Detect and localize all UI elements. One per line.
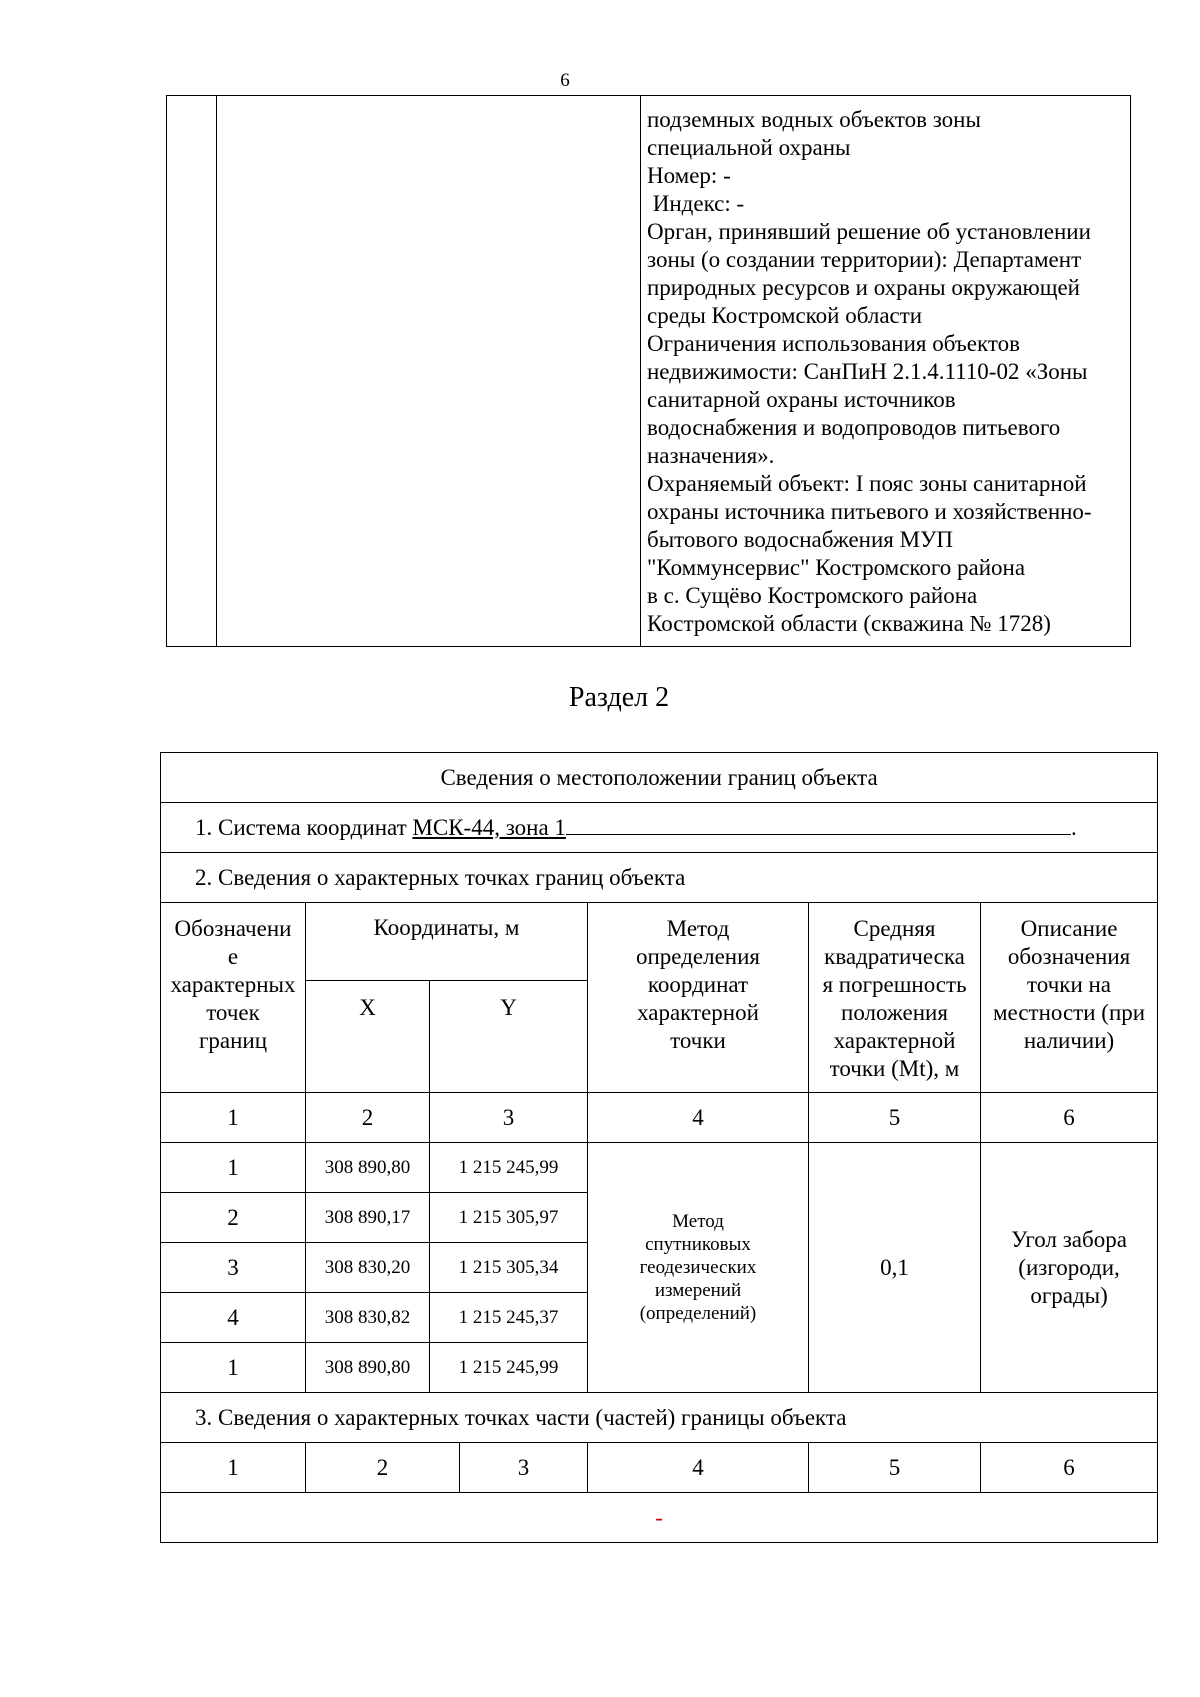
- header-error-line: точки (Mt), м: [829, 1056, 960, 1081]
- column-numbers-row: [161, 1093, 1158, 1143]
- header-coordinates: Координаты, м: [306, 903, 588, 981]
- error-value: 0,1: [809, 1143, 981, 1393]
- header-method-line: характерной: [637, 1000, 759, 1025]
- zone-info-line: в с. Сущёво Костромского района: [647, 583, 978, 608]
- zone-info-line: природных ресурсов и охраны окружающей: [647, 275, 1080, 300]
- zone-info-text-cell: [641, 96, 1131, 647]
- column-number: 2: [306, 1093, 430, 1143]
- boundary-table: [160, 752, 1158, 1543]
- method-value-line: Метод: [672, 1211, 724, 1232]
- coord-system-end: .: [1070, 815, 1077, 840]
- parts-column-numbers-row: [161, 1443, 1158, 1493]
- header-row-1: [161, 903, 1158, 981]
- zone-info-line: подземных водных объектов зоны: [647, 107, 981, 132]
- description-value-line: Угол забора: [1011, 1226, 1127, 1252]
- coord-system-row: [161, 803, 1158, 853]
- zone-info-line: Номер: -: [647, 163, 731, 188]
- points-heading: 2. Сведения о характерных точках границ объекта: [161, 853, 1158, 903]
- parts-column-number: 3: [460, 1443, 588, 1493]
- zone-info-line: охраны источника питьевого и хозяйственно-: [647, 499, 1092, 524]
- description-value-line: ограды): [1030, 1282, 1108, 1308]
- point-y: 1 215 305,97: [430, 1193, 588, 1243]
- header-description-line: точки на: [1027, 972, 1112, 997]
- zone-info-line: "Коммунсервис" Костромского района: [647, 555, 1026, 580]
- column-number: 6: [981, 1093, 1158, 1143]
- parts-heading: 3. Сведения о характерных точках части (частей) границы объекта: [161, 1393, 1158, 1443]
- page-number: 6: [560, 70, 570, 91]
- parts-column-number: 6: [981, 1443, 1158, 1493]
- point-x: 308 830,82: [306, 1293, 430, 1343]
- coord-system-cell: [161, 803, 1158, 853]
- method-value: [588, 1143, 809, 1393]
- column-number: 1: [161, 1093, 306, 1143]
- method-value-line: измерений: [654, 1280, 742, 1301]
- zone-info-line: Индекс: -: [647, 191, 745, 216]
- point-x: 308 890,80: [306, 1143, 430, 1193]
- boundary-title-row: [161, 753, 1158, 803]
- point-y: 1 215 245,99: [430, 1343, 588, 1393]
- header-x: X: [306, 981, 430, 1093]
- points-heading-row: [161, 853, 1158, 903]
- column-number: 5: [809, 1093, 981, 1143]
- zone-info-empty-cell-1: [167, 96, 217, 647]
- point-id: 2: [161, 1193, 306, 1243]
- point-id: 1: [161, 1343, 306, 1393]
- zone-info-line: водоснабжения и водопроводов питьевого: [647, 415, 1061, 440]
- header-y: Y: [430, 981, 588, 1093]
- header-error: [809, 903, 981, 1093]
- header-description-line: обозначения: [1007, 944, 1131, 969]
- header-description: [981, 903, 1158, 1093]
- point-id: 3: [161, 1243, 306, 1293]
- point-y: 1 215 245,37: [430, 1293, 588, 1343]
- zone-info-line: Орган, принявший решение об установлении: [647, 219, 1091, 244]
- header-error-line: положения: [841, 1000, 948, 1025]
- zone-info-line: зоны (о создании территории): Департамент: [647, 247, 1082, 272]
- point-x: 308 890,80: [306, 1343, 430, 1393]
- zone-info-line: недвижимости: СанПиН 2.1.4.1110-02 «Зоны: [647, 359, 1088, 384]
- header-description-line: Описание: [1020, 916, 1118, 941]
- zone-info-line: среды Костромской области: [647, 303, 923, 328]
- zone-info-line: Охраняемый объект: I пояс зоны санитарной: [647, 471, 1087, 496]
- header-designation-line: характерных: [170, 972, 296, 997]
- point-id: 1: [161, 1143, 306, 1193]
- parts-column-number: 1: [161, 1443, 306, 1493]
- header-method-line: точки: [670, 1028, 726, 1053]
- coord-system-value: МСК-44, зона 1: [412, 815, 566, 840]
- parts-heading-row: [161, 1393, 1158, 1443]
- header-error-line: характерной: [833, 1028, 956, 1053]
- column-number: 3: [430, 1093, 588, 1143]
- parts-column-number: 2: [306, 1443, 460, 1493]
- header-designation-line: е: [227, 944, 239, 969]
- zone-info-line: санитарной охраны источников: [647, 387, 956, 412]
- parts-value: -: [655, 1504, 663, 1530]
- zone-info-line: Костромской области (скважина № 1728): [647, 611, 1051, 636]
- description-value-line: (изгороди,: [1018, 1254, 1120, 1280]
- header-method: [588, 903, 809, 1093]
- zone-info-table: [166, 95, 1131, 647]
- header-designation-line: границ: [198, 1028, 268, 1053]
- header-description-line: наличии): [1023, 1028, 1115, 1053]
- header-error-line: квадратическа: [824, 944, 965, 969]
- header-description-line: местности (при: [993, 1000, 1146, 1025]
- column-number: 4: [588, 1093, 809, 1143]
- point-x: 308 830,20: [306, 1243, 430, 1293]
- header-method-line: определения: [635, 944, 760, 969]
- coord-system-label: 1. Система координат: [195, 815, 407, 840]
- boundary-title: Сведения о местоположении границ объекта: [161, 753, 1158, 803]
- point-x: 308 890,17: [306, 1193, 430, 1243]
- parts-value-cell: [161, 1493, 1158, 1543]
- description-value: [981, 1143, 1158, 1393]
- zone-info-line: специальной охраны: [647, 135, 851, 160]
- zone-info-line: бытового водоснабжения МУП: [647, 527, 953, 552]
- coord-system-fill-line: [566, 814, 1071, 835]
- method-value-line: геодезических: [639, 1257, 757, 1278]
- point-y: 1 215 245,99: [430, 1143, 588, 1193]
- section-title: Раздел 2: [568, 682, 670, 713]
- parts-value-row: [161, 1493, 1158, 1543]
- zone-info-line: назначения».: [647, 443, 775, 468]
- method-value-line: спутниковых: [645, 1234, 751, 1255]
- zone-info-row: [167, 96, 1131, 647]
- header-method-line: Метод: [666, 916, 730, 941]
- point-y: 1 215 305,34: [430, 1243, 588, 1293]
- parts-column-number: 4: [588, 1443, 809, 1493]
- method-value-line: (определений): [639, 1303, 757, 1324]
- header-designation-line: точек: [206, 1000, 260, 1025]
- header-error-line: я погрешность: [822, 972, 967, 997]
- header-designation: [161, 903, 306, 1093]
- point-id: 4: [161, 1293, 306, 1343]
- parts-column-number: 5: [809, 1443, 981, 1493]
- header-method-line: координат: [647, 972, 749, 997]
- zone-info-empty-cell-2: [217, 96, 641, 647]
- header-error-line: Средняя: [853, 916, 936, 941]
- header-designation-line: Обозначени: [174, 916, 292, 941]
- table-row: [161, 1143, 1158, 1193]
- zone-info-line: Ограничения использования объектов: [647, 331, 1020, 356]
